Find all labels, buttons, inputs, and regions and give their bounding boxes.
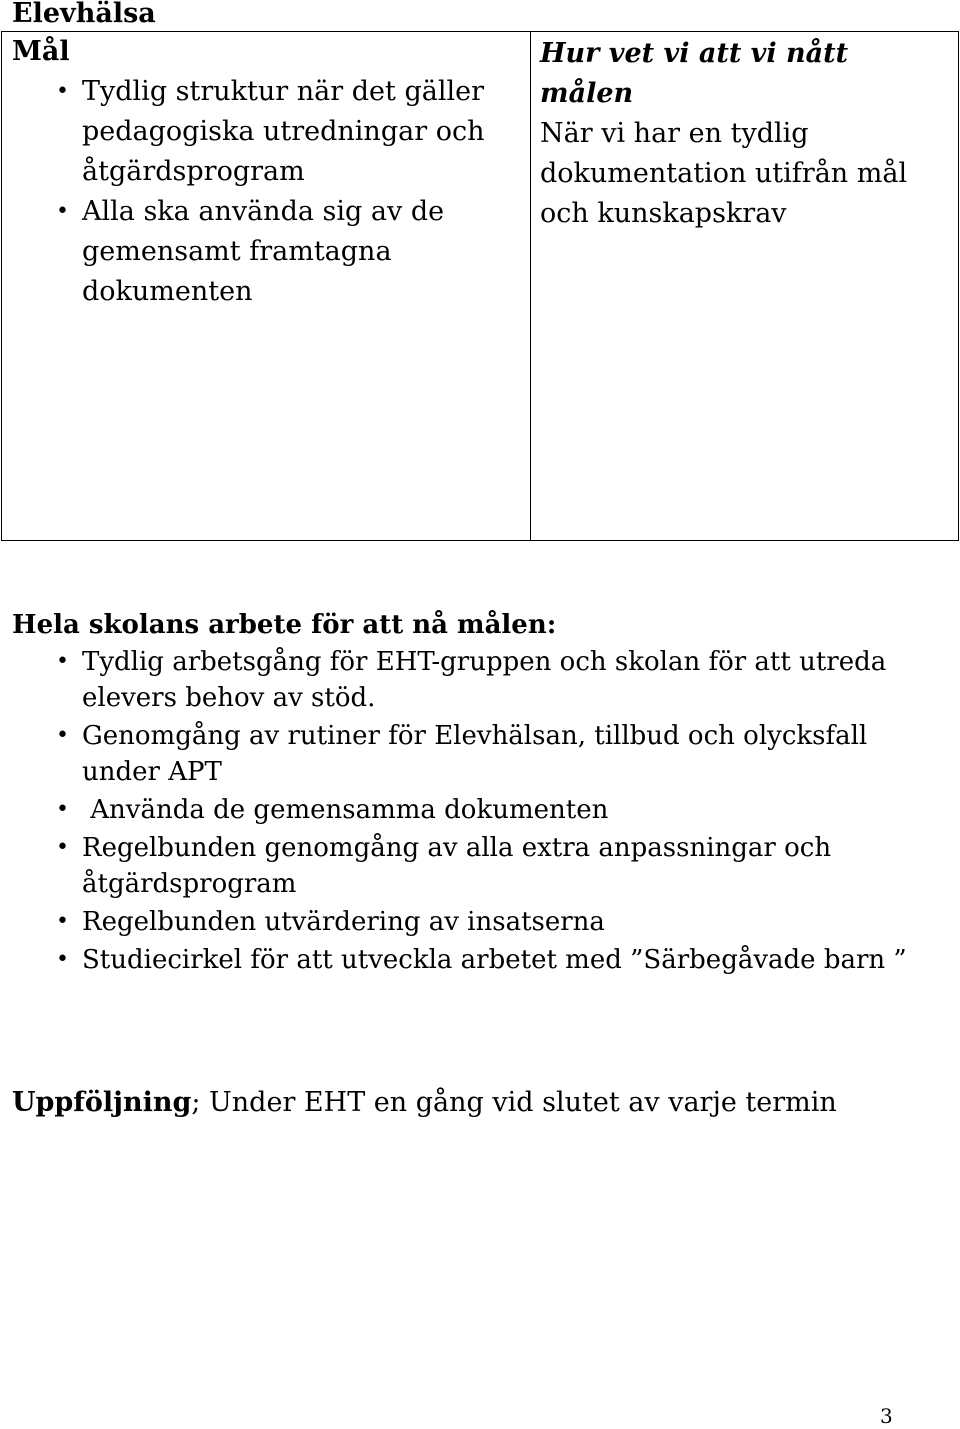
work-item-text: Genomgång av rutiner för Elevhälsan, tillbud och olycksfall under APT — [82, 721, 868, 787]
work-item-text: Studiecirkel för att utveckla arbetet med ”Särbegåvade barn ” — [82, 945, 907, 975]
follow-up — [12, 1083, 837, 1123]
section-title: Elevhälsa — [12, 0, 156, 29]
evaluation-cell — [540, 32, 950, 234]
list-item — [12, 942, 912, 978]
bullet-icon: • — [56, 947, 69, 972]
work-list — [12, 644, 912, 978]
bullet-icon: • — [56, 797, 69, 822]
bullet-icon: • — [56, 835, 69, 860]
goal-text: Alla ska använda sig av de gemensamt framtagna dokumenten — [82, 196, 445, 307]
work-item-text: Tydlig arbetsgång för EHT-gruppen och skolan för att utreda elevers behov av stöd. — [82, 647, 887, 713]
follow-up-text: ; Under EHT en gång vid slutet av varje termin — [191, 1087, 837, 1118]
follow-up-label: Uppföljning — [12, 1087, 192, 1118]
work-item-text: Använda de gemensamma dokumenten — [82, 795, 609, 825]
bullet-icon: • — [56, 79, 69, 104]
work-heading: Hela skolans arbete för att nå målen: — [12, 610, 557, 640]
list-item — [12, 792, 912, 828]
table-column-divider — [530, 32, 531, 540]
bullet-icon: • — [56, 723, 69, 748]
page-number: 3 — [880, 1404, 893, 1428]
list-item — [12, 904, 912, 940]
list-item — [12, 718, 912, 790]
school-work-section — [12, 606, 912, 980]
list-item — [12, 72, 524, 192]
goal-text: Tydlig struktur när det gäller pedagogiska utredningar och åtgärdsprogram — [82, 76, 485, 187]
list-item — [12, 192, 524, 312]
work-item-text: Regelbunden genomgång av alla extra anpassningar och åtgärdsprogram — [82, 833, 832, 899]
goal-table — [1, 31, 959, 541]
evaluation-text: När vi har en tydlig dokumentation utifrån mål och kunskapskrav — [540, 118, 908, 229]
goals-list — [12, 72, 524, 312]
bullet-icon: • — [56, 199, 69, 224]
bullet-icon: • — [56, 649, 69, 674]
list-item — [12, 644, 912, 716]
evaluation-heading: Hur vet vi att vi nått målen — [540, 38, 849, 109]
work-item-text: Regelbunden utvärdering av insatserna — [82, 907, 605, 937]
goals-heading: Mål — [12, 36, 70, 67]
goals-cell — [12, 32, 524, 312]
bullet-icon: • — [56, 909, 69, 934]
list-item — [12, 830, 912, 902]
